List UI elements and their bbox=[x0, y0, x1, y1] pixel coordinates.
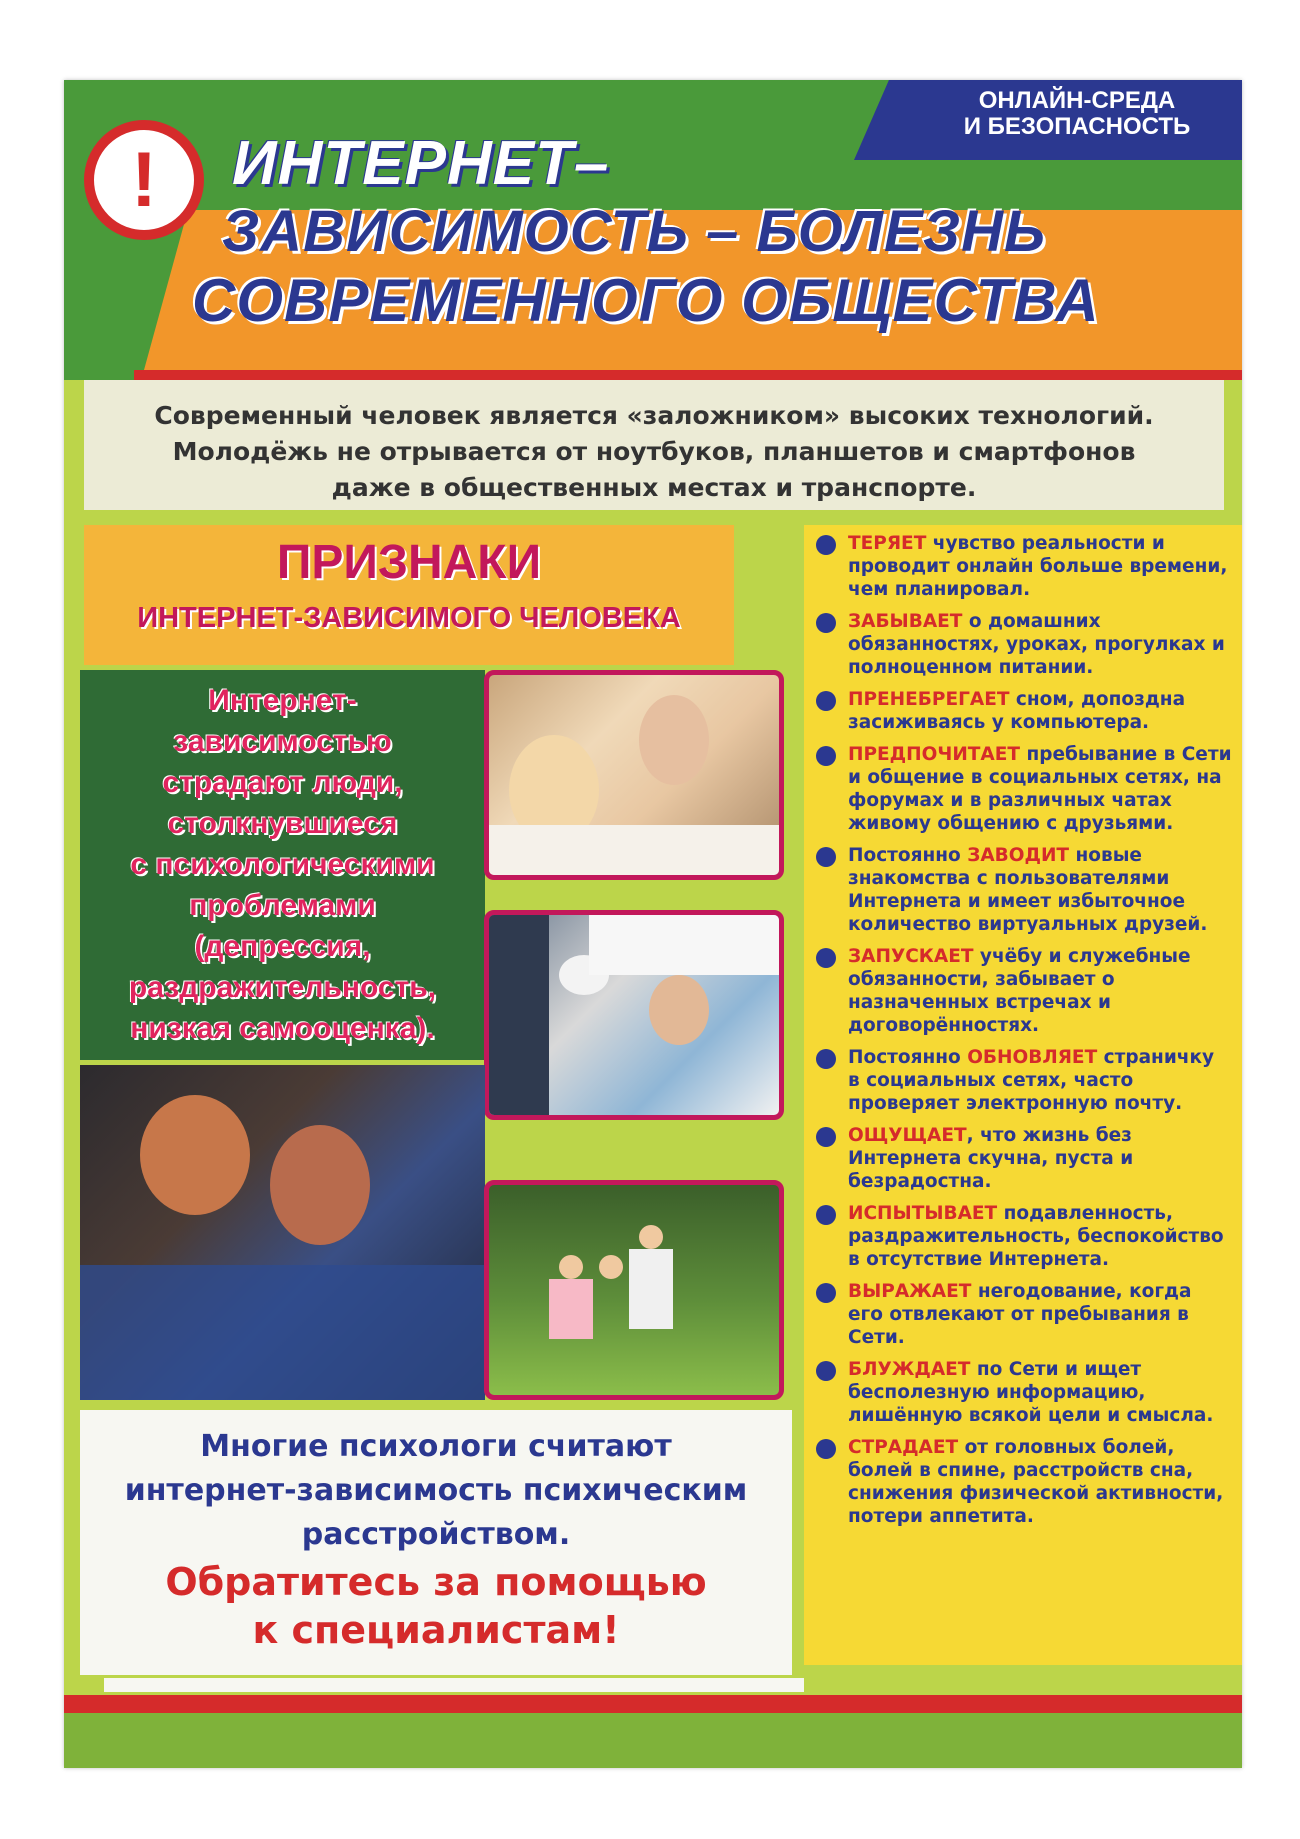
bullet-icon bbox=[816, 1439, 836, 1459]
item-text: учёбу и служебные обязанности, забывает о назначенных встречах и договорённостях. bbox=[848, 946, 1191, 1036]
info-line: Интернет- bbox=[208, 684, 357, 717]
item-text: от головных болей, болей в спине, расстройств сна, снижения физической активности, потери аппетита. bbox=[848, 1437, 1224, 1527]
signs-list-item bbox=[812, 945, 1232, 1037]
help-line: к специалистам! bbox=[252, 1608, 620, 1652]
item-keyword: ЗАПУСКАЕТ bbox=[848, 946, 974, 967]
item-prefix: Постоянно bbox=[848, 845, 968, 866]
photo-teens-at-laptops bbox=[80, 1065, 485, 1400]
statement-line: интернет-зависимость психическим bbox=[124, 1473, 748, 1508]
footer-stripe-red bbox=[64, 1695, 1242, 1713]
exclamation-icon: ! bbox=[84, 120, 204, 240]
intro-line-2: Молодёжь не отрывается от ноутбуков, планшетов и смартфонов bbox=[172, 437, 1136, 466]
item-keyword: ПРЕНЕБРЕГАЕТ bbox=[848, 689, 1010, 710]
statement-line: Многие психологи считают bbox=[200, 1429, 672, 1464]
title-line-2: ЗАВИСИМОСТЬ – БОЛЕЗНЬ bbox=[222, 199, 1047, 264]
item-keyword: ЗАБЫВАЕТ bbox=[848, 611, 963, 632]
psychologists-statement bbox=[80, 1425, 792, 1557]
info-line: (депрессия, bbox=[194, 930, 371, 963]
item-text: негодование, когда его отвлекают от пребывания в Сети. bbox=[848, 1281, 1192, 1348]
item-keyword: ВЫРАЖАЕТ bbox=[848, 1281, 972, 1302]
item-keyword: БЛУЖДАЕТ bbox=[848, 1359, 971, 1380]
signs-list-item bbox=[812, 743, 1232, 835]
bullet-icon bbox=[816, 691, 836, 711]
signs-list-item bbox=[812, 1436, 1232, 1528]
info-line: проблемами bbox=[189, 889, 376, 922]
item-keyword: ОЩУЩАЕТ bbox=[848, 1125, 967, 1146]
bullet-icon bbox=[816, 746, 836, 766]
photo-teacher-with-megaphone bbox=[484, 910, 784, 1120]
info-line: низкая самооценка). bbox=[130, 1012, 435, 1045]
info-green-text bbox=[80, 680, 485, 1049]
intro-line-1: Современный человек является «заложником» высоких технологий. bbox=[154, 401, 1154, 430]
item-text: страничку в социальных сетях, часто проверяет электронную почту. bbox=[848, 1047, 1215, 1114]
item-text: о домашних обязанностях, уроках, прогулках и полноценном питании. bbox=[848, 611, 1225, 678]
signs-list-item bbox=[812, 1046, 1232, 1115]
item-text: сном, допоздна засиживаясь у компьютера. bbox=[848, 689, 1186, 733]
bullet-icon bbox=[816, 1049, 836, 1069]
bullet-icon bbox=[816, 847, 836, 867]
item-keyword: ОБНОВЛЯЕТ bbox=[967, 1047, 1098, 1068]
bullet-icon bbox=[816, 1127, 836, 1147]
signs-list bbox=[812, 532, 1232, 1537]
item-text: пребывание в Сети и общение в социальных сетях, на форумах и в различных чатах живому общению с друзьями. bbox=[848, 744, 1232, 834]
title-line-3: СОВРЕМЕННОГО ОБЩЕСТВА bbox=[192, 267, 1100, 334]
info-line: столкнувшиеся bbox=[167, 807, 398, 840]
bullet-icon bbox=[816, 948, 836, 968]
header-divider bbox=[134, 370, 1242, 380]
statement-line: расстройством. bbox=[301, 1517, 571, 1552]
item-keyword: ПРЕДПОЧИТАЕТ bbox=[848, 744, 1020, 765]
signs-list-item bbox=[812, 1358, 1232, 1427]
signs-list-item bbox=[812, 1202, 1232, 1271]
bullet-icon bbox=[816, 613, 836, 633]
signs-list-item bbox=[812, 688, 1232, 734]
category-tag-text bbox=[922, 88, 1232, 140]
info-line: раздражительность, bbox=[128, 971, 437, 1004]
item-prefix: Постоянно bbox=[848, 1047, 968, 1068]
bullet-icon bbox=[816, 535, 836, 555]
signs-subtitle: ИНТЕРНЕТ-ЗАВИСИМОГО ЧЕЛОВЕКА bbox=[137, 602, 681, 634]
help-call bbox=[80, 1558, 792, 1654]
footer-stripe-white bbox=[104, 1678, 804, 1692]
bullet-icon bbox=[816, 1283, 836, 1303]
signs-list-item bbox=[812, 844, 1232, 936]
title-line-1: ИНТЕРНЕТ– bbox=[232, 129, 610, 198]
info-line: зависимостью bbox=[173, 725, 392, 758]
signs-list-item bbox=[812, 610, 1232, 679]
tag-line-1: ОНЛАЙН-СРЕДА bbox=[978, 87, 1176, 114]
footer-stripe-green bbox=[64, 1713, 1242, 1768]
signs-list-item bbox=[812, 1280, 1232, 1349]
item-text: , что жизнь без Интернета скучна, пуста и безрадостна. bbox=[848, 1125, 1134, 1192]
item-keyword: ТЕРЯЕТ bbox=[848, 533, 927, 554]
bullet-icon bbox=[816, 1205, 836, 1225]
tag-line-2: И БЕЗОПАСНОСТЬ bbox=[963, 113, 1191, 140]
intro-line-3: даже в общественных местах и транспорте. bbox=[331, 473, 977, 502]
photo-children-playing-outdoors bbox=[484, 1180, 784, 1400]
signs-list-item bbox=[812, 532, 1232, 601]
info-line: с психологическими bbox=[130, 848, 435, 881]
bullet-icon bbox=[816, 1361, 836, 1381]
intro-text bbox=[84, 380, 1224, 510]
help-line: Обратитесь за помощью bbox=[165, 1560, 707, 1604]
item-text: новые знакомства с пользователями Интернета и имеет избыточное количество виртуальных друзей. bbox=[848, 845, 1208, 935]
photo-children-with-tablets bbox=[484, 670, 784, 880]
item-text: подавленность, раздражительность, беспокойство в отсутствие Интернета. bbox=[848, 1203, 1224, 1270]
item-text: чувство реальности и проводит онлайн больше времени, чем планировал. bbox=[848, 533, 1228, 600]
signs-list-item bbox=[812, 1124, 1232, 1193]
item-keyword: СТРАДАЕТ bbox=[848, 1437, 959, 1458]
signs-title: ПРИЗНАКИ bbox=[276, 536, 542, 589]
item-text: по Сети и ищет бесполезную информацию, лишённую всякой цели и смысла. bbox=[848, 1359, 1214, 1426]
item-keyword: ИСПЫТЫВАЕТ bbox=[848, 1203, 998, 1224]
item-keyword: ЗАВОДИТ bbox=[967, 845, 1070, 866]
info-line: страдают люди, bbox=[162, 766, 403, 799]
